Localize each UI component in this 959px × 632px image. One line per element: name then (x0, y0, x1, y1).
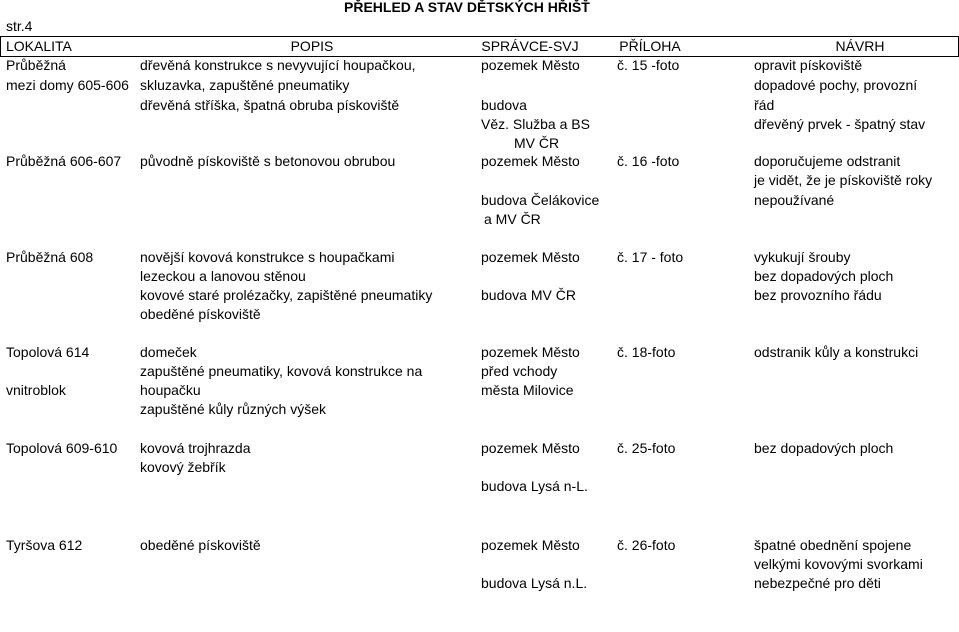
header-spravce: SPRÁVCE-SVJ (481, 38, 579, 54)
lokalita-cell: vnitroblok (6, 382, 66, 398)
navrh-cell: bez provozního řádu (754, 287, 882, 303)
navrh-cell: dřevěný prvek - špatný stav (754, 116, 926, 132)
priloha-cell: č. 18-foto (617, 344, 676, 360)
priloha-cell: č. 25-foto (617, 440, 676, 456)
spravce-cell: budova (481, 97, 527, 113)
spravce-cell: a MV ČR (484, 211, 541, 227)
navrh-cell: nepoužívané (754, 192, 835, 208)
header-navrh: NÁVRH (835, 38, 885, 54)
navrh-cell: opravit pískoviště (754, 57, 863, 73)
spravce-cell: pozemek Město (481, 344, 580, 360)
lokalita-cell: Topolová 609-610 (6, 440, 118, 456)
popis-cell: novější kovová konstrukce s houpačkami (140, 249, 395, 265)
priloha-cell: č. 16 -foto (617, 153, 680, 169)
popis-cell: skluzavka, zapuštěné pneumatiky (140, 77, 350, 93)
popis-cell: zapuštěné kůly různých výšek (140, 401, 326, 417)
spravce-cell: budova Čelákovice (481, 192, 600, 208)
popis-cell: domeček (140, 344, 197, 360)
priloha-cell: č. 26-foto (617, 537, 676, 553)
spravce-cell: pozemek Město (481, 440, 580, 456)
popis-cell: zapuštěné pneumatiky, kovová konstrukce na (140, 363, 423, 379)
spravce-cell: pozemek Město (481, 249, 580, 265)
header-lokalita: LOKALITA (6, 38, 72, 54)
popis-cell: houpačku (140, 382, 201, 398)
popis-cell: lezeckou a lanovou stěnou (140, 268, 306, 284)
spravce-cell: budova MV ČR (481, 287, 576, 303)
lokalita-cell: Průběžná 608 (6, 249, 94, 265)
spravce-cell: před vchody (481, 363, 558, 379)
document-title: PŘEHLED A STAV DĚTSKÝCH HŘIŠŤ (344, 0, 590, 15)
priloha-cell: č. 15 -foto (617, 57, 680, 73)
navrh-cell: bez dopadových ploch (754, 440, 894, 456)
popis-cell: dřevěná konstrukce s nevyvující houpačkou, (140, 57, 416, 73)
popis-cell: obeděné pískoviště (140, 306, 261, 322)
priloha-cell: č. 17 - foto (617, 249, 684, 265)
lokalita-cell: Průběžná (6, 57, 66, 73)
popis-cell: obeděné pískoviště (140, 537, 261, 553)
navrh-cell: odstranik kůly a konstrukci (754, 344, 919, 360)
popis-cell: kovové staré prolézačky, zapištěné pneumatiky (140, 287, 433, 303)
navrh-cell: vykukují šrouby (754, 249, 851, 265)
navrh-cell: velkými kovovými svorkami (754, 556, 923, 572)
lokalita-cell: Průběžná 606-607 (6, 153, 122, 169)
page-number: str.4 (6, 18, 33, 34)
navrh-cell: nebezpečné pro děti (754, 575, 881, 591)
spravce-cell: Věz. Služba a BS (481, 116, 590, 132)
border-left (0, 36, 1, 57)
spravce-cell: pozemek Město (481, 57, 580, 73)
navrh-cell: bez dopadových ploch (754, 268, 894, 284)
popis-cell: kovový žebřík (140, 459, 226, 475)
spravce-cell: města Milovice (481, 382, 574, 398)
popis-cell: dřevěná stříška, špatná obruba pískoviště (140, 97, 400, 113)
navrh-cell: špatné obednění spojene (754, 537, 912, 553)
lokalita-cell: Topolová 614 (6, 344, 90, 360)
spravce-cell: MV ČR (514, 135, 560, 151)
navrh-cell: dopadové pochy, provozní (754, 77, 918, 93)
popis-cell: původně pískoviště s betonovou obrubou (140, 153, 396, 169)
header-popis: POPIS (290, 38, 334, 54)
navrh-cell: řád (754, 97, 775, 113)
lokalita-cell: mezi domy 605-606 (6, 77, 129, 93)
spravce-cell: pozemek Město (481, 153, 580, 169)
spravce-cell: budova Lysá n.L. (481, 575, 588, 591)
navrh-cell: doporučujeme odstranit (754, 153, 901, 169)
spravce-cell: pozemek Město (481, 537, 580, 553)
spravce-cell: budova Lysá n-L. (481, 478, 588, 494)
navrh-cell: je vidět, že je pískoviště roky (754, 172, 933, 188)
header-priloha: PŘÍLOHA (619, 38, 681, 54)
lokalita-cell: Tyršova 612 (6, 537, 83, 553)
popis-cell: kovová trojhrazda (140, 440, 251, 456)
